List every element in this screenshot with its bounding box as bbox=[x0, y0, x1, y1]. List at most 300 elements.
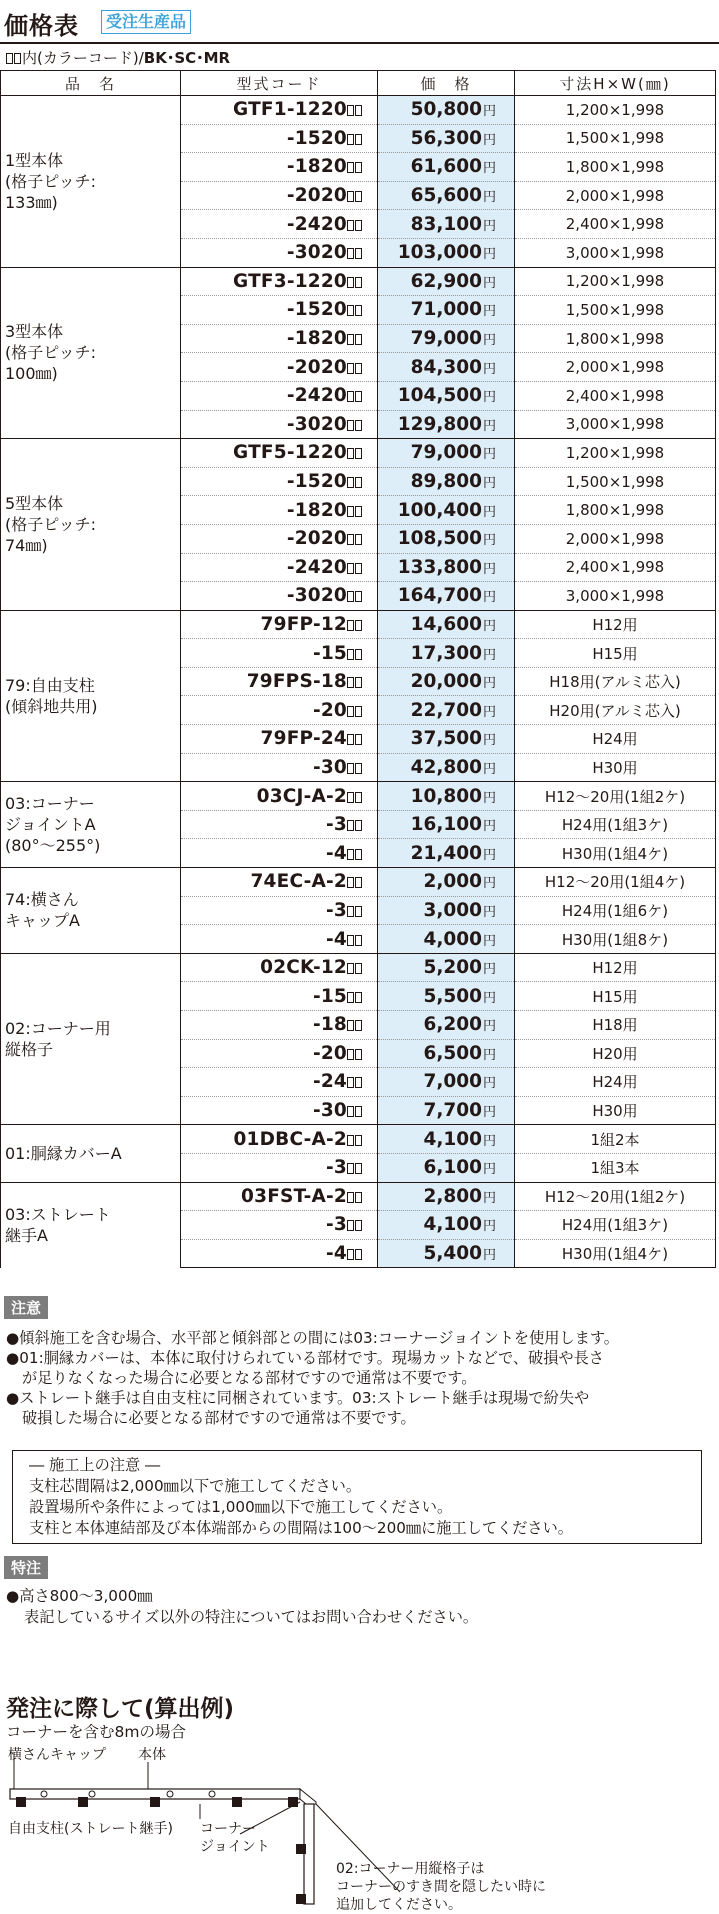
price-cell bbox=[378, 753, 515, 782]
price-cell bbox=[378, 524, 515, 553]
color-box-icon bbox=[355, 1192, 362, 1203]
color-box-icon bbox=[347, 1020, 354, 1031]
model-code: 74EC-A-2 bbox=[250, 871, 347, 893]
size-cell: H12〜20用(1組4ケ) bbox=[515, 868, 716, 897]
size-cell: 1,200×1,998 bbox=[515, 96, 716, 125]
color-box-icon bbox=[355, 162, 362, 173]
product-group-name bbox=[1, 1125, 181, 1182]
yen-unit: 円 bbox=[482, 361, 496, 377]
price-value: 2,800 bbox=[423, 1185, 482, 1207]
model-code: -2020 bbox=[286, 185, 347, 207]
joint-mark bbox=[89, 1791, 95, 1797]
yen-unit: 円 bbox=[482, 304, 496, 320]
yen-unit: 円 bbox=[482, 904, 496, 920]
special-label: 特注 bbox=[4, 1556, 48, 1579]
price-cell bbox=[378, 782, 515, 811]
model-code-cell bbox=[181, 667, 378, 696]
model-code-cell bbox=[181, 381, 378, 410]
color-box-icon bbox=[355, 563, 362, 574]
size-cell: H20用 bbox=[515, 1039, 716, 1068]
product-group-name-line: 74㎜) bbox=[5, 535, 48, 555]
joint-mark bbox=[167, 1791, 173, 1797]
price-value: 71,000 bbox=[410, 299, 482, 321]
joint-mark bbox=[41, 1791, 47, 1797]
label-body: 本体 bbox=[138, 1747, 166, 1763]
product-group-name-line: (格子ピッチ: bbox=[5, 514, 96, 534]
yen-unit: 円 bbox=[482, 1047, 496, 1063]
yen-unit: 円 bbox=[482, 1133, 496, 1149]
model-code: -1520 bbox=[286, 127, 347, 149]
yen-unit: 円 bbox=[482, 1219, 496, 1235]
model-code-cell bbox=[181, 1153, 378, 1182]
yen-unit: 円 bbox=[482, 761, 496, 777]
price-value: 5,200 bbox=[423, 957, 482, 979]
color-box-icon bbox=[347, 420, 354, 431]
price-cell bbox=[378, 181, 515, 210]
size-cell: H24用(1組3ケ) bbox=[515, 810, 716, 839]
yen-unit: 円 bbox=[482, 190, 496, 206]
color-box-icon bbox=[347, 706, 354, 717]
size-cell: H24用(1組6ケ) bbox=[515, 896, 716, 925]
color-box-icon bbox=[355, 1077, 362, 1088]
model-code-cell bbox=[181, 639, 378, 668]
color-box-icon bbox=[355, 477, 362, 488]
yen-unit: 円 bbox=[482, 1076, 496, 1092]
order-example-subtitle: コーナーを含む8mの場合 bbox=[6, 1723, 186, 1741]
product-group-name-line: 01:胴縁カバーA bbox=[5, 1143, 122, 1163]
price-value: 4,000 bbox=[423, 928, 482, 950]
model-code: -30 bbox=[312, 756, 347, 778]
price-cell bbox=[378, 238, 515, 267]
model-code-cell bbox=[181, 1068, 378, 1097]
color-box-icon bbox=[355, 334, 362, 345]
yen-unit: 円 bbox=[482, 476, 496, 492]
yen-unit: 円 bbox=[482, 275, 496, 291]
price-value: 89,800 bbox=[410, 471, 482, 493]
yen-unit: 円 bbox=[482, 247, 496, 263]
yen-unit: 円 bbox=[482, 733, 496, 749]
yen-unit: 円 bbox=[482, 333, 496, 349]
product-group-name-line: 100㎜) bbox=[5, 364, 58, 384]
color-box-icon bbox=[355, 420, 362, 431]
yen-unit: 円 bbox=[482, 418, 496, 434]
size-cell: H30用(1組4ケ) bbox=[515, 1239, 716, 1268]
color-box-icon bbox=[347, 305, 354, 316]
model-code-cell bbox=[181, 1182, 378, 1211]
price-cell bbox=[378, 296, 515, 325]
size-cell: 1,800×1,998 bbox=[515, 324, 716, 353]
price-value: 62,900 bbox=[410, 270, 482, 292]
price-value: 103,000 bbox=[397, 242, 482, 264]
color-box-icon bbox=[347, 1135, 354, 1146]
price-value: 14,600 bbox=[410, 613, 482, 635]
yen-unit: 円 bbox=[482, 447, 496, 463]
product-group-name-line: 5型本体 bbox=[5, 493, 64, 513]
color-box-icon bbox=[347, 1192, 354, 1203]
model-code: -3 bbox=[326, 1157, 347, 1179]
color-box-icon bbox=[355, 792, 362, 803]
model-code: 03FST-A-2 bbox=[241, 1185, 347, 1207]
price-cell bbox=[378, 496, 515, 525]
yen-unit: 円 bbox=[482, 1105, 496, 1121]
table-row bbox=[1, 267, 716, 296]
color-box-icon bbox=[347, 391, 354, 402]
yen-unit: 円 bbox=[482, 618, 496, 634]
color-box-icon bbox=[355, 448, 362, 459]
price-cell bbox=[378, 582, 515, 611]
color-box-icon bbox=[347, 792, 354, 803]
price-value: 5,500 bbox=[423, 985, 482, 1007]
yen-unit: 円 bbox=[482, 390, 496, 406]
price-cell bbox=[378, 96, 515, 125]
corner-joint-shape bbox=[300, 1789, 316, 1804]
model-code-cell bbox=[181, 439, 378, 468]
color-box-icon bbox=[355, 277, 362, 288]
model-code: -3 bbox=[326, 1214, 347, 1236]
post-mark bbox=[78, 1797, 88, 1807]
product-group-name-line: (傾斜地共用) bbox=[5, 696, 98, 716]
model-code-cell bbox=[181, 582, 378, 611]
product-group-name-line: 継手A bbox=[5, 1226, 48, 1246]
price-cell bbox=[378, 267, 515, 296]
product-group-name bbox=[1, 782, 181, 868]
yen-unit: 円 bbox=[482, 104, 496, 120]
size-cell: 1,800×1,998 bbox=[515, 496, 716, 525]
yen-unit: 円 bbox=[482, 132, 496, 148]
size-cell: H24用 bbox=[515, 1068, 716, 1097]
product-group-name bbox=[1, 610, 181, 782]
price-value: 4,100 bbox=[423, 1214, 482, 1236]
size-cell: 2,400×1,998 bbox=[515, 381, 716, 410]
color-box-icon bbox=[355, 763, 362, 774]
price-value: 6,100 bbox=[423, 1157, 482, 1179]
product-group-name-line: 縦格子 bbox=[5, 1040, 54, 1060]
model-code: -2420 bbox=[286, 385, 347, 407]
size-cell: 2,000×1,998 bbox=[515, 181, 716, 210]
price-cell bbox=[378, 1153, 515, 1182]
color-box-icon bbox=[355, 877, 362, 888]
price-cell bbox=[378, 1239, 515, 1268]
price-cell bbox=[378, 696, 515, 725]
price-cell bbox=[378, 1182, 515, 1211]
price-value: 79,000 bbox=[410, 328, 482, 350]
post-mark bbox=[150, 1797, 160, 1807]
color-box-icon bbox=[347, 591, 354, 602]
size-cell: H30用 bbox=[515, 753, 716, 782]
model-code: -15 bbox=[312, 642, 347, 664]
yen-unit: 円 bbox=[482, 1019, 496, 1035]
price-value: 21,400 bbox=[410, 842, 482, 864]
price-value: 50,800 bbox=[410, 99, 482, 121]
price-value: 108,500 bbox=[397, 528, 482, 550]
price-cell bbox=[378, 1096, 515, 1125]
size-cell: H30用(1組8ケ) bbox=[515, 925, 716, 954]
price-cell bbox=[378, 953, 515, 982]
color-box-icon bbox=[347, 477, 354, 488]
color-box-icon bbox=[347, 248, 354, 259]
size-cell: 2,000×1,998 bbox=[515, 524, 716, 553]
color-code-note bbox=[6, 47, 230, 68]
product-group-name-line: 79:自由支柱 bbox=[5, 675, 95, 695]
color-box-icon bbox=[347, 935, 354, 946]
color-box-icon bbox=[355, 820, 362, 831]
model-code-cell bbox=[181, 238, 378, 267]
price-cell bbox=[378, 810, 515, 839]
size-cell: H18用 bbox=[515, 1011, 716, 1040]
color-box-icon bbox=[355, 734, 362, 745]
price-cell bbox=[378, 410, 515, 439]
special-line: ●高さ800〜3,000㎜ bbox=[6, 1587, 153, 1605]
model-code-cell bbox=[181, 1011, 378, 1040]
yen-unit: 円 bbox=[482, 590, 496, 606]
price-value: 2,000 bbox=[423, 871, 482, 893]
price-table bbox=[0, 70, 716, 1268]
caution-title: ― 施工上の注意 ― bbox=[29, 1456, 161, 1474]
color-box-icon bbox=[347, 1163, 354, 1174]
color-box-icon bbox=[355, 391, 362, 402]
product-group-name bbox=[1, 267, 181, 439]
price-value: 37,500 bbox=[410, 728, 482, 750]
price-value: 42,800 bbox=[410, 756, 482, 778]
model-code: -1520 bbox=[286, 299, 347, 321]
model-code: -1520 bbox=[286, 471, 347, 493]
model-code-cell bbox=[181, 696, 378, 725]
model-code-cell bbox=[181, 925, 378, 954]
color-box-icon bbox=[355, 220, 362, 231]
color-box-icon bbox=[355, 849, 362, 860]
color-box-icon bbox=[355, 649, 362, 660]
yen-unit: 円 bbox=[482, 1162, 496, 1178]
size-cell: H12〜20用(1組2ケ) bbox=[515, 782, 716, 811]
model-code: -1820 bbox=[286, 328, 347, 350]
price-value: 5,400 bbox=[423, 1243, 482, 1265]
model-code: -15 bbox=[312, 985, 347, 1007]
yen-unit: 円 bbox=[482, 990, 496, 1006]
color-box-icon bbox=[355, 906, 362, 917]
model-code-cell bbox=[181, 324, 378, 353]
color-box-icon bbox=[355, 1049, 362, 1060]
color-box-icon bbox=[347, 506, 354, 517]
model-code-cell bbox=[181, 496, 378, 525]
model-code-cell bbox=[181, 1239, 378, 1268]
price-value: 6,500 bbox=[423, 1042, 482, 1064]
product-group-name-line: 02:コーナー用 bbox=[5, 1019, 111, 1039]
color-box-icon bbox=[355, 677, 362, 688]
post-mark bbox=[16, 1797, 26, 1807]
caution-line: 支柱と本体連結部及び本体端部からの間隔は100〜200㎜に施工してください。 bbox=[29, 1519, 573, 1537]
color-box-icon bbox=[347, 191, 354, 202]
size-cell: H24用 bbox=[515, 725, 716, 754]
post-mark bbox=[296, 1844, 306, 1854]
color-box-icon bbox=[347, 763, 354, 774]
product-group-name-line: ジョイントA bbox=[5, 815, 96, 835]
label-corner-joint-1: コーナー bbox=[200, 1821, 256, 1837]
yen-unit: 円 bbox=[482, 962, 496, 978]
color-box-icon bbox=[355, 105, 362, 116]
model-code-cell bbox=[181, 181, 378, 210]
color-box-icon bbox=[347, 1077, 354, 1088]
price-value: 104,500 bbox=[397, 385, 482, 407]
size-cell: 2,000×1,998 bbox=[515, 353, 716, 382]
table-row bbox=[1, 868, 716, 897]
price-cell bbox=[378, 896, 515, 925]
price-cell bbox=[378, 467, 515, 496]
price-value: 79,000 bbox=[410, 442, 482, 464]
model-code: -2420 bbox=[286, 213, 347, 235]
price-value: 84,300 bbox=[410, 356, 482, 378]
yen-unit: 円 bbox=[482, 876, 496, 892]
model-code: -4 bbox=[326, 928, 347, 950]
color-box-icon bbox=[347, 1220, 354, 1231]
price-table-body bbox=[1, 96, 716, 1268]
color-box-icon bbox=[355, 706, 362, 717]
color-box-icon bbox=[347, 334, 354, 345]
model-code-cell bbox=[181, 153, 378, 182]
model-code: GTF3-1220 bbox=[233, 270, 347, 292]
price-value: 16,100 bbox=[410, 814, 482, 836]
model-code-cell bbox=[181, 753, 378, 782]
model-code: -4 bbox=[326, 842, 347, 864]
model-code: GTF1-1220 bbox=[233, 99, 347, 121]
color-box-icon bbox=[355, 591, 362, 602]
yen-unit: 円 bbox=[482, 647, 496, 663]
product-group-name bbox=[1, 953, 181, 1125]
color-box-icon bbox=[355, 134, 362, 145]
joint-mark bbox=[209, 1791, 215, 1797]
color-box-icon bbox=[347, 277, 354, 288]
label-corner-grid-note: 02:コーナー用縦格子は bbox=[336, 1861, 485, 1877]
price-cell bbox=[378, 610, 515, 639]
table-row bbox=[1, 782, 716, 811]
price-value: 83,100 bbox=[410, 213, 482, 235]
price-cell bbox=[378, 868, 515, 897]
size-cell: 1,200×1,998 bbox=[515, 439, 716, 468]
title-divider bbox=[0, 42, 719, 44]
color-box-icon bbox=[355, 506, 362, 517]
color-box-icon bbox=[347, 820, 354, 831]
special-order-section bbox=[6, 1586, 478, 1628]
model-code-cell bbox=[181, 210, 378, 239]
size-cell: H24用(1組3ケ) bbox=[515, 1211, 716, 1240]
table-header-row bbox=[1, 71, 716, 96]
special-label-box bbox=[4, 1556, 48, 1579]
model-code: 01DBC-A-2 bbox=[233, 1128, 347, 1150]
model-code-cell bbox=[181, 896, 378, 925]
color-box-icon bbox=[6, 53, 13, 64]
model-code-cell bbox=[181, 1211, 378, 1240]
yen-unit: 円 bbox=[482, 933, 496, 949]
color-box-icon bbox=[347, 649, 354, 660]
product-group-name-line: 74:横さん bbox=[5, 890, 79, 910]
color-box-icon bbox=[347, 448, 354, 459]
order-example-title: 発注に際して(算出例) bbox=[6, 1696, 235, 1722]
table-row bbox=[1, 1125, 716, 1154]
model-code: 02CK-12 bbox=[260, 957, 347, 979]
model-code: -4 bbox=[326, 1243, 347, 1265]
color-box-icon bbox=[355, 935, 362, 946]
price-value: 7,000 bbox=[423, 1071, 482, 1093]
color-box-icon bbox=[347, 105, 354, 116]
color-box-icon bbox=[14, 53, 21, 64]
model-code-cell bbox=[181, 725, 378, 754]
model-code: -2020 bbox=[286, 528, 347, 550]
price-cell bbox=[378, 439, 515, 468]
model-code: -3 bbox=[326, 899, 347, 921]
yen-unit: 円 bbox=[482, 790, 496, 806]
size-cell: H30用 bbox=[515, 1096, 716, 1125]
model-code: -18 bbox=[312, 1014, 347, 1036]
color-box-icon bbox=[347, 563, 354, 574]
notes-label: 注意 bbox=[4, 1296, 48, 1319]
installation-caution-box bbox=[12, 1450, 702, 1544]
table-row bbox=[1, 953, 716, 982]
color-box-icon bbox=[347, 734, 354, 745]
color-box-icon bbox=[347, 992, 354, 1003]
product-group-name-line: キャップA bbox=[5, 911, 80, 931]
label-post: 自由支柱(ストレート継手) bbox=[8, 1821, 173, 1837]
product-group-name-line: (80°〜255°) bbox=[5, 836, 101, 856]
model-code-cell bbox=[181, 296, 378, 325]
size-cell: 1,200×1,998 bbox=[515, 267, 716, 296]
price-cell bbox=[378, 982, 515, 1011]
yen-unit: 円 bbox=[482, 1248, 496, 1264]
price-cell bbox=[378, 839, 515, 868]
model-code: 03CJ-A-2 bbox=[256, 785, 347, 807]
label-corner-grid-note: コーナーのすき間を隠したい時に bbox=[336, 1879, 546, 1895]
yen-unit: 円 bbox=[482, 561, 496, 577]
color-box-icon bbox=[347, 534, 354, 545]
price-value: 4,100 bbox=[423, 1128, 482, 1150]
model-code-cell bbox=[181, 953, 378, 982]
note-item-cont: が足りなくなった場合に必要となる部材ですので通常は不要です。 bbox=[22, 1369, 477, 1387]
yen-unit: 円 bbox=[482, 704, 496, 720]
model-code-cell bbox=[181, 410, 378, 439]
color-box-icon bbox=[355, 534, 362, 545]
product-group-name-line: (格子ピッチ: bbox=[5, 171, 96, 191]
model-code-cell bbox=[181, 1125, 378, 1154]
model-code-cell bbox=[181, 267, 378, 296]
yen-unit: 円 bbox=[482, 161, 496, 177]
color-box-icon bbox=[355, 305, 362, 316]
price-cell bbox=[378, 725, 515, 754]
size-cell: 1,800×1,998 bbox=[515, 153, 716, 182]
color-box-icon bbox=[355, 191, 362, 202]
color-box-icon bbox=[355, 1220, 362, 1231]
color-box-icon bbox=[355, 1163, 362, 1174]
product-group-name bbox=[1, 868, 181, 954]
color-box-icon bbox=[355, 363, 362, 374]
note-item-cont: 破損した場合に必要となる部材ですので通常は不要です。 bbox=[22, 1409, 416, 1427]
color-box-icon bbox=[347, 677, 354, 688]
model-code-cell bbox=[181, 810, 378, 839]
product-group-name-line: 133㎜) bbox=[5, 192, 58, 212]
price-cell bbox=[378, 553, 515, 582]
label-corner-grid-note: 追加してください。 bbox=[336, 1897, 462, 1913]
price-cell bbox=[378, 925, 515, 954]
product-group-name-line: (格子ピッチ: bbox=[5, 343, 96, 363]
notes-section bbox=[6, 1328, 718, 1428]
price-value: 129,800 bbox=[397, 413, 482, 435]
model-code: -2020 bbox=[286, 356, 347, 378]
model-code-cell bbox=[181, 124, 378, 153]
model-code-cell bbox=[181, 868, 378, 897]
color-box-icon bbox=[355, 992, 362, 1003]
post-mark bbox=[232, 1797, 242, 1807]
price-value: 10,800 bbox=[410, 785, 482, 807]
model-code: -2420 bbox=[286, 556, 347, 578]
size-cell: H15用 bbox=[515, 982, 716, 1011]
product-group-name-line: 03:ストレート bbox=[5, 1205, 111, 1225]
